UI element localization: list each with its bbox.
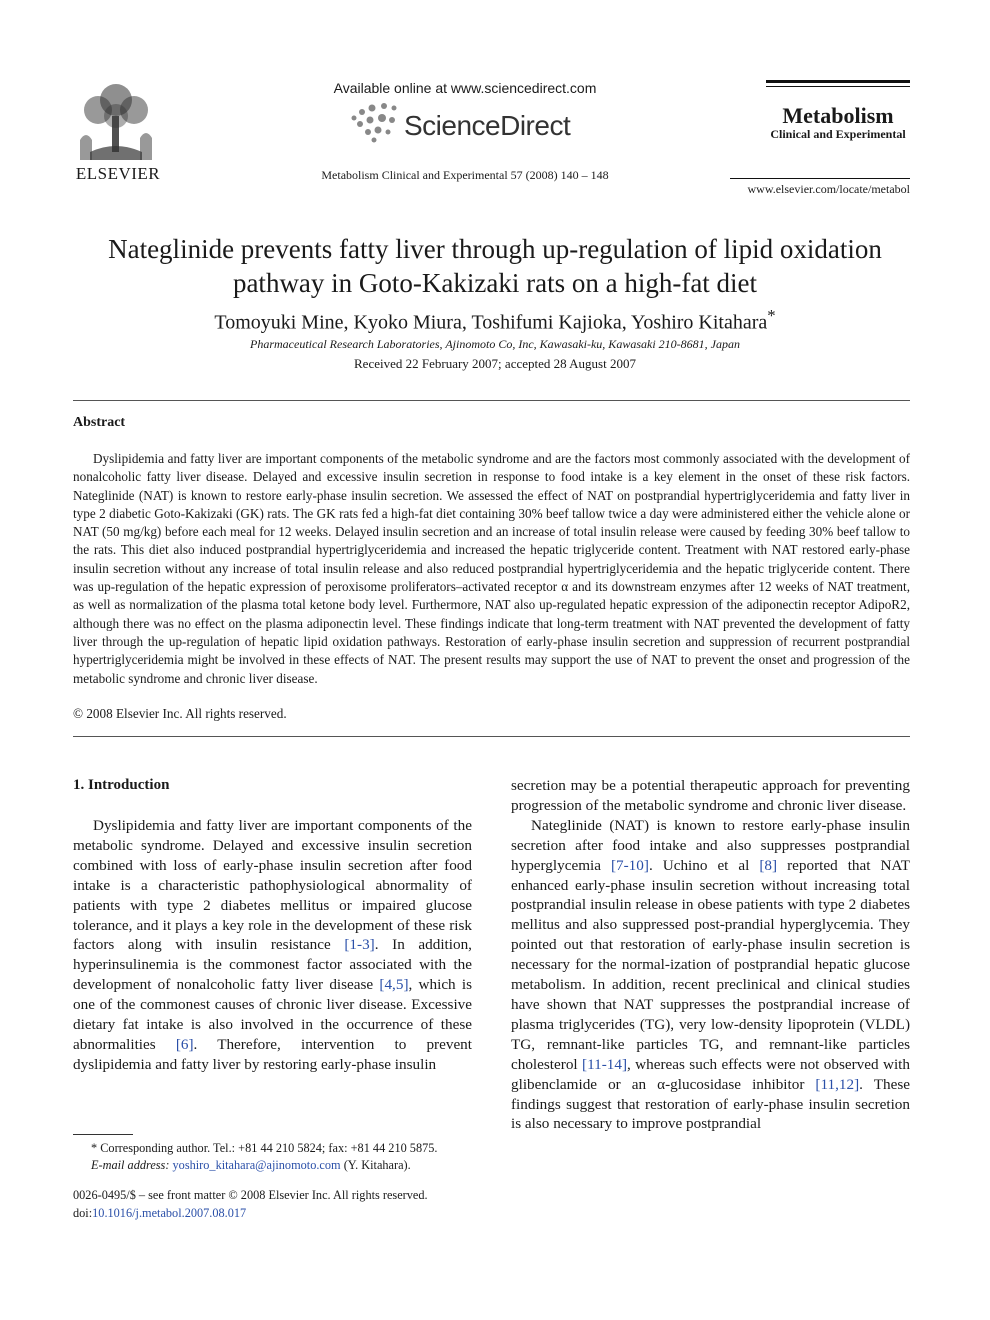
citation-link[interactable]: [1-3]: [344, 936, 375, 954]
abstract-text: Dyslipidemia and fatty liver are important components of the metabolic syndrome and are the factors most commonly associated with the development of nonalcoholic fatty liver disease. Delayed and excessive insulin secretion in response to food intake is a key element in the onset of these risk factors. Nateglinide (NAT) is known to restore early-phase insulin secretion. We assessed the effect of NAT on postprandial hypertriglyceridemia and fatty liver in type 2 diabetic Goto-Kakizaki (GK) rats. The GK rats fed a high-fat diet containing 30% beef tallow twice a day were administered either the vehicle alone or NAT (50 mg/kg) before each meal for 12 weeks. Delayed insulin secretion and an increase of total insulin release were caused by feeding 30% beef tallow to the rats. This diet also induced postprandial hypertriglyceridemia and increased the hepatic triglyceride content. Treatment with NAT restored early-phase insulin secretion without any increase of total insulin release and also reduced postprandial hypertriglyceridemia and the hepatic triglyceride content. There was up-regulation of the hepatic expression of peroxisome proliferators–activated receptor α and its downstream enzymes after 12 weeks of NAT treatment, as well as normalization of the plasma total ketone body level. Furthermore, NAT also up-regulated hepatic expression of the adiponectin receptor AdipoR2, although there was no effect on the plasma adiponectin level. These findings indicate that long-term treatment with NAT prevented the development of fatty liver through the up-regulation of hepatic lipid oxidation pathways. Restoration of early-phase insulin secretion and suppression of recurrent postprandial hypertriglyceridemia might be involved in these effects of NAT. The present results may support the use of NAT to prevent the onset and progression of the metabolic syndrome and chronic liver disease.: [73, 451, 910, 686]
abstract-top-rule: [73, 400, 910, 401]
received-dates: Received 22 February 2007; accepted 28 August 2007: [354, 356, 636, 371]
abstract-heading: Abstract: [73, 415, 126, 430]
header-divider: [730, 178, 910, 179]
corresponding-author-note: * Corresponding author. Tel.: +81 44 210 5824; fax: +81 44 210 5875.: [91, 1141, 438, 1155]
article-title: Nateglinide prevents fatty liver through up-regulation of lipid oxidation pathway in Goto-Kakizaki rats on a high-fat diet: [108, 234, 882, 298]
paragraph-text: . Uchino et al: [648, 856, 760, 874]
journal-url-link[interactable]: www.elsevier.com/locate/metabol: [747, 182, 910, 196]
section-heading-introduction: 1. Introduction: [73, 777, 170, 793]
masthead-rule: [766, 86, 910, 87]
paragraph-text: . In addition, hyperinsulinemia is the commonest factor associated with the development of nonalcoholic fatty liver disease: [73, 936, 472, 994]
issn-line: 0026-0495/$ – see front matter © 2008 Elsevier Inc. All rights reserved.: [73, 1188, 428, 1202]
column-right: [511, 776, 910, 1134]
corresponding-author-mark[interactable]: *: [767, 306, 776, 325]
paragraph-text: Nateglinide (NAT) is known to restore early-phase insulin secretion after food intake and also suppresses postprandial hyperglycemia: [511, 816, 910, 874]
author-names: Tomoyuki Mine, Kyoko Miura, Toshifumi Kajioka, Yoshiro Kitahara: [214, 311, 768, 334]
sciencedirect-wordmark: ScienceDirect: [404, 110, 571, 141]
doi-link[interactable]: 10.1016/j.metabol.2007.08.017: [92, 1206, 247, 1220]
journal-masthead: [766, 80, 910, 141]
intro-paragraph-2: [511, 816, 910, 1135]
citation-link[interactable]: [4,5]: [379, 976, 409, 994]
paragraph-text: Dyslipidemia and fatty liver are important components of the metabolic syndrome. Delayed and excessive insulin secretion combined with loss of early-phase insulin secretion after food intake is a characteristic pathophysiological abnormality of patients with type 2 diabetes mellitus or impaired glucose tolerance, and it plays a key role in the development of these risk factors along with insulin resistance: [73, 817, 472, 954]
paragraph-text: , whereas such effects were not observed with glibenclamide or an α-glucosidase inhibitor: [511, 1055, 910, 1093]
journal-name: Metabolism: [782, 103, 894, 128]
available-online-text[interactable]: Available online at www.sciencedirect.com: [333, 80, 597, 96]
abstract-copyright: © 2008 Elsevier Inc. All rights reserved.: [73, 706, 287, 721]
intro-paragraph-1: [73, 816, 472, 1075]
citation-link[interactable]: [11-14]: [582, 1055, 627, 1073]
citation-link[interactable]: [6]: [175, 1035, 194, 1053]
journal-subtitle: Clinical and Experimental: [770, 127, 906, 141]
paragraph-text: . Therefore, intervention to prevent dyslipidemia and fatty liver by restoring early-phase insulin: [73, 1035, 473, 1073]
abstract-bottom-rule: [73, 736, 910, 737]
citation-link[interactable]: [11,12]: [815, 1075, 860, 1093]
front-matter: [73, 1186, 493, 1222]
affiliation: Pharmaceutical Research Laboratories, Ajinomoto Co, Inc, Kawasaki-ku, Kawasaki 210-8681, Japan: [250, 337, 740, 351]
paragraph-text: . These findings suggest that restoration of early-phase insulin secretion is also necessary to improve postprandial: [511, 1075, 910, 1133]
journal-citation: Metabolism Clinical and Experimental 57 (2008) 140 – 148: [321, 168, 609, 182]
sciencedirect-dots-icon: [346, 100, 406, 146]
publisher-name: ELSEVIER: [75, 164, 161, 183]
author-list: [70, 306, 920, 335]
paragraph-text: , which is one of the commonest causes of chronic liver disease. Excessive dietary fat intake is also involved in the occurrence of these abnormalities: [73, 976, 473, 1053]
footnote: [73, 1140, 493, 1174]
intro-paragraph-1-continued: secretion may be a potential therapeutic approach for preventing progression of the metabolic syndrome and chronic liver disease.: [511, 777, 910, 814]
email-line: [73, 1157, 493, 1174]
doi-label: doi:: [73, 1206, 93, 1220]
email-link[interactable]: yoshiro_kitahara@ajinomoto.com: [172, 1158, 341, 1172]
footnote-rule: [73, 1134, 133, 1135]
citation-link[interactable]: [7-10]: [610, 856, 649, 874]
citation-link[interactable]: [8]: [759, 856, 778, 874]
doi-line: [73, 1204, 493, 1222]
column-left: [73, 816, 472, 1075]
email-label: E-mail address:: [91, 1158, 170, 1172]
email-suffix: (Y. Kitahara).: [343, 1158, 411, 1172]
sciencedirect-logo[interactable]: [346, 100, 586, 146]
masthead-rule: [766, 80, 910, 83]
paragraph-text: reported that NAT enhanced early-phase insulin secretion without increasing total postprandial insulin release in obese patients with type 2 diabetes mellitus and also suppressed post-prandial hyperglycemia. They pointed out that restoration of early-phase insulin secretion is necessary for the normal-ization of postprandial hepatic glucose metabolism. In addition, recent preclinical and clinical studies have shown that NAT suppresses the postprandial increase of plasma triglycerides (TG), very low-density lipoprotein (VLDL) TG, remnant-like particles TG, and remnant-like particles cholesterol: [511, 856, 910, 1073]
